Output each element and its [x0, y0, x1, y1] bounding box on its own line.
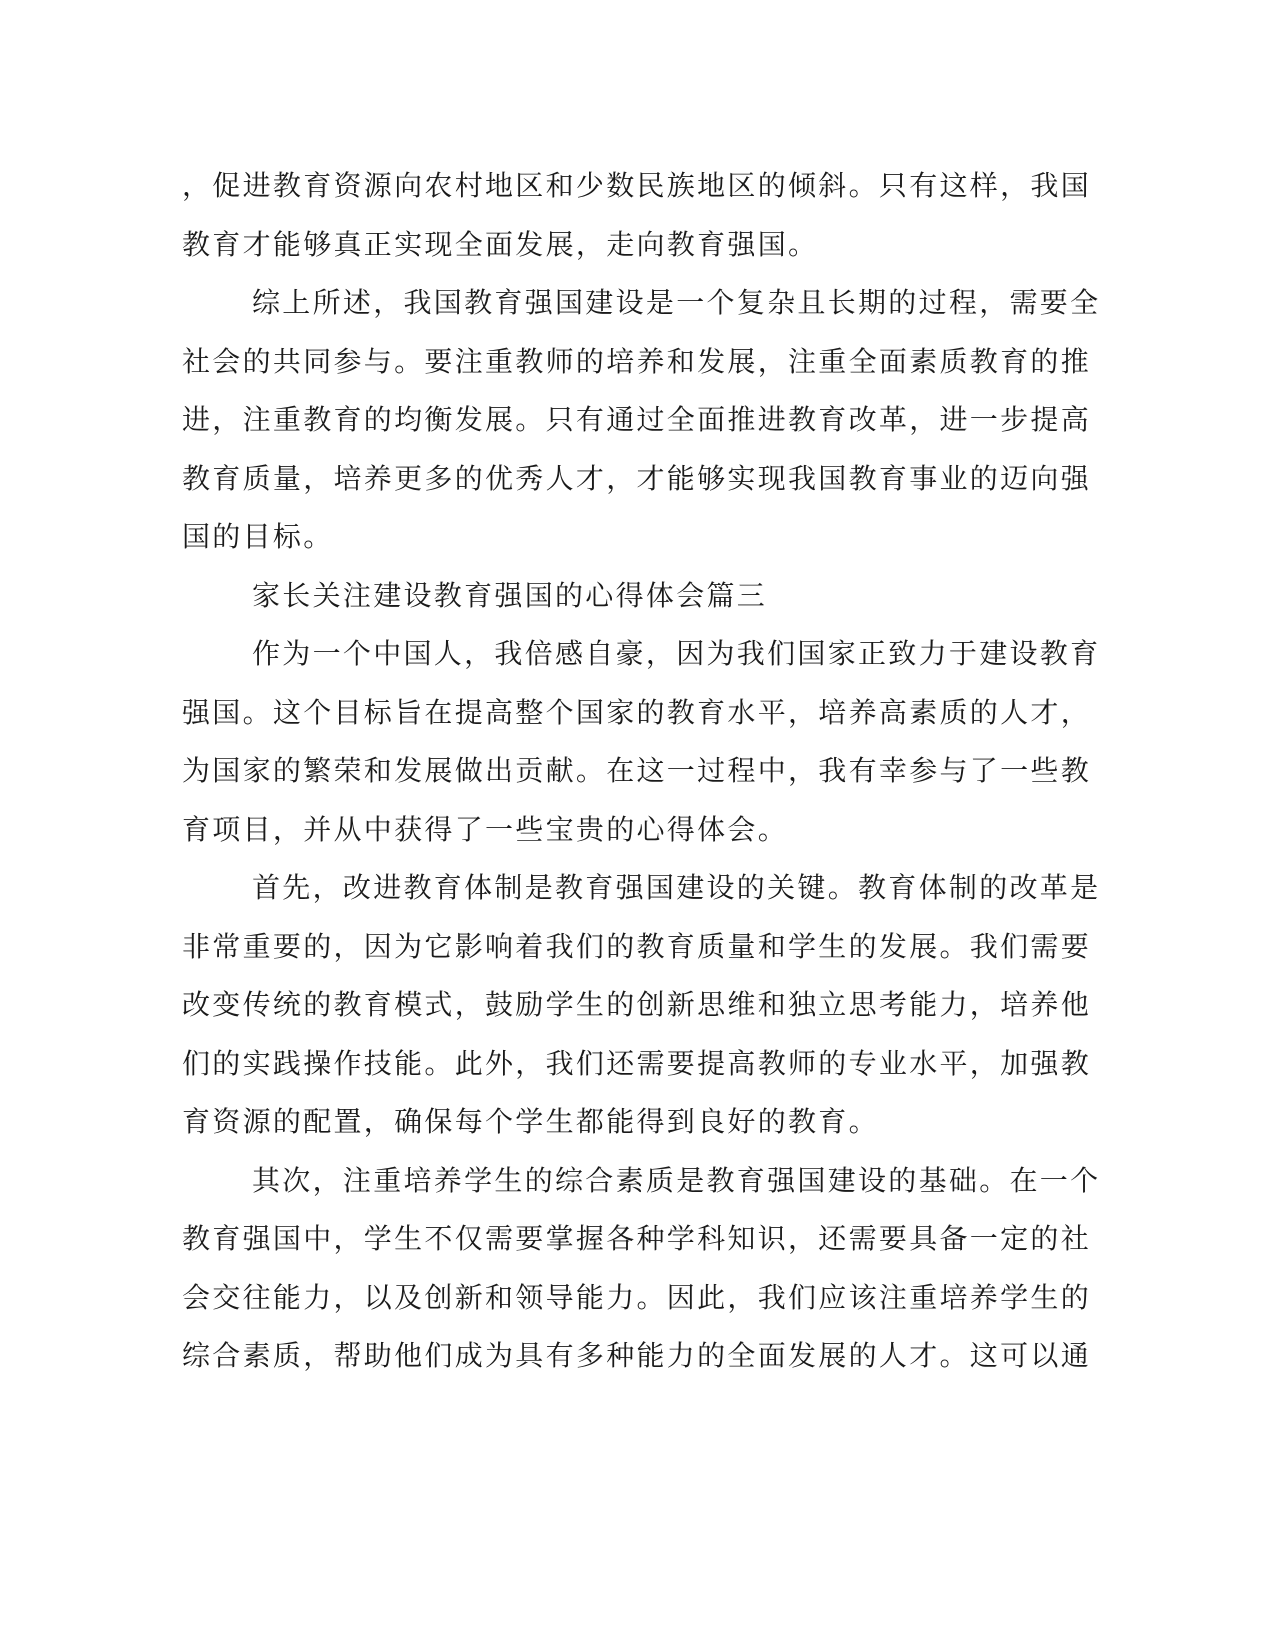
text-line: 综合素质，帮助他们成为具有多种能力的全面发展的人才。这可以通	[182, 1339, 1092, 1372]
section-heading	[182, 567, 1042, 626]
text-line: 综上所述，我国教育强国建设是一个复杂且长期的过程，需要全	[252, 286, 1101, 319]
text-line: 教育才能够真正实现全面发展，走向教育强国。	[182, 227, 819, 261]
text-line: 国的目标。	[182, 520, 334, 553]
text-line: 教育强国中，学生不仅需要掌握各种学科知识，还需要具备一定的社	[182, 1222, 1092, 1255]
paragraph	[182, 1152, 1101, 1386]
text-line: 社会的共同参与。要注重教师的培养和发展，注重全面素质教育的推	[182, 344, 1092, 378]
text-line: 作为一个中国人，我倍感自豪，因为我们国家正致力于建设教育	[252, 637, 1101, 670]
text-line: 其次，注重培养学生的综合素质是教育强国建设的基础。在一个	[252, 1163, 1101, 1197]
document-body	[182, 157, 1101, 1386]
text-line: 育资源的配置，确保每个学生都能得到良好的教育。	[182, 1105, 879, 1138]
paragraph	[182, 274, 1101, 567]
paragraph	[182, 157, 1092, 274]
text-line: 进，注重教育的均衡发展。只有通过全面推进教育改革，进一步提高	[182, 403, 1092, 436]
paragraph	[182, 625, 1101, 859]
heading-text: 家长关注建设教育强国的心得体会篇三	[252, 578, 768, 612]
text-line: 强国。这个目标旨在提高整个国家的教育水平，培养高素质的人才，	[182, 695, 1092, 729]
text-line: 教育质量，培养更多的优秀人才，才能够实现我国教育事业的迈向强	[182, 461, 1092, 495]
paragraph	[182, 859, 1101, 1152]
text-line: 非常重要的，因为它影响着我们的教育质量和学生的发展。我们需要	[182, 929, 1092, 963]
text-line: 育项目，并从中获得了一些宝贵的心得体会。	[182, 812, 789, 846]
text-line: 们的实践操作技能。此外，我们还需要提高教师的专业水平，加强教	[182, 1046, 1092, 1080]
text-line: 首先，改进教育体制是教育强国建设的关键。教育体制的改革是	[252, 871, 1101, 904]
text-line: ，促进教育资源向农村地区和少数民族地区的倾斜。只有这样，我国	[182, 169, 1092, 202]
text-line: 为国家的繁荣和发展做出贡献。在这一过程中，我有幸参与了一些教	[182, 754, 1092, 787]
text-line: 会交往能力，以及创新和领导能力。因此，我们应该注重培养学生的	[182, 1280, 1092, 1314]
text-line: 改变传统的教育模式，鼓励学生的创新思维和独立思考能力，培养他	[182, 988, 1092, 1021]
